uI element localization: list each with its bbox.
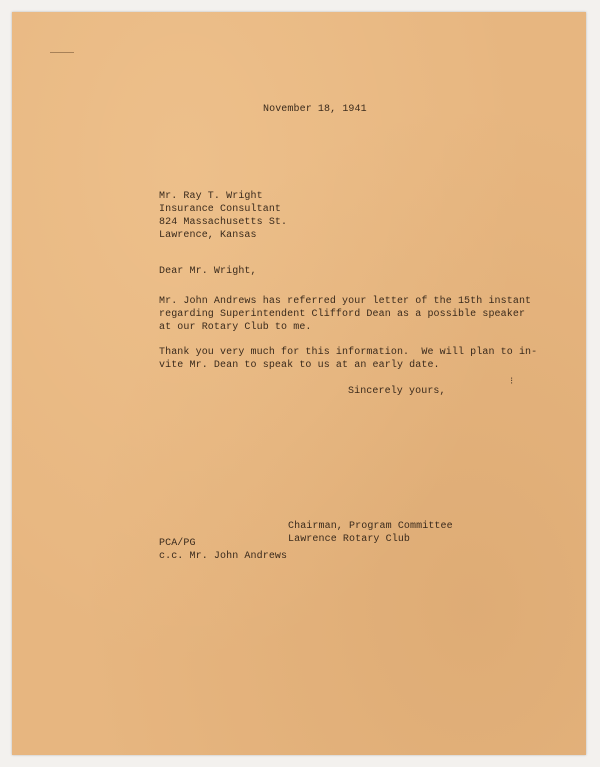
closing: Sincerely yours, <box>348 386 446 397</box>
recipient-line: Lawrence, Kansas <box>159 230 257 241</box>
letter-date: November 18, 1941 <box>263 104 367 115</box>
recipient-line: Mr. Ray T. Wright <box>159 191 263 202</box>
salutation: Dear Mr. Wright, <box>159 266 257 277</box>
body-line: Thank you very much for this information. We will plan to in- <box>159 347 538 358</box>
body-line: Mr. John Andrews has referred your letter of the 15th instant <box>159 296 532 307</box>
carbon-copy: c.c. Mr. John Andrews <box>159 551 288 562</box>
signature-org: Lawrence Rotary Club <box>288 534 411 545</box>
body-line: at our Rotary Club to me. <box>159 322 312 333</box>
recipient-line: Insurance Consultant <box>159 204 282 215</box>
body-line: vite Mr. Dean to speak to us at an early date. <box>159 360 440 371</box>
typist-initials: PCA/PG <box>159 538 196 549</box>
body-line: regarding Superintendent Clifford Dean as a possible speaker <box>159 309 526 320</box>
letter-page <box>12 12 586 755</box>
signature-title: Chairman, Program Committee <box>288 521 453 532</box>
recipient-line: 824 Massachusetts St. <box>159 217 288 228</box>
margin-ink-mark: ⁝ <box>510 376 514 387</box>
corner-pencil-mark <box>50 52 74 53</box>
